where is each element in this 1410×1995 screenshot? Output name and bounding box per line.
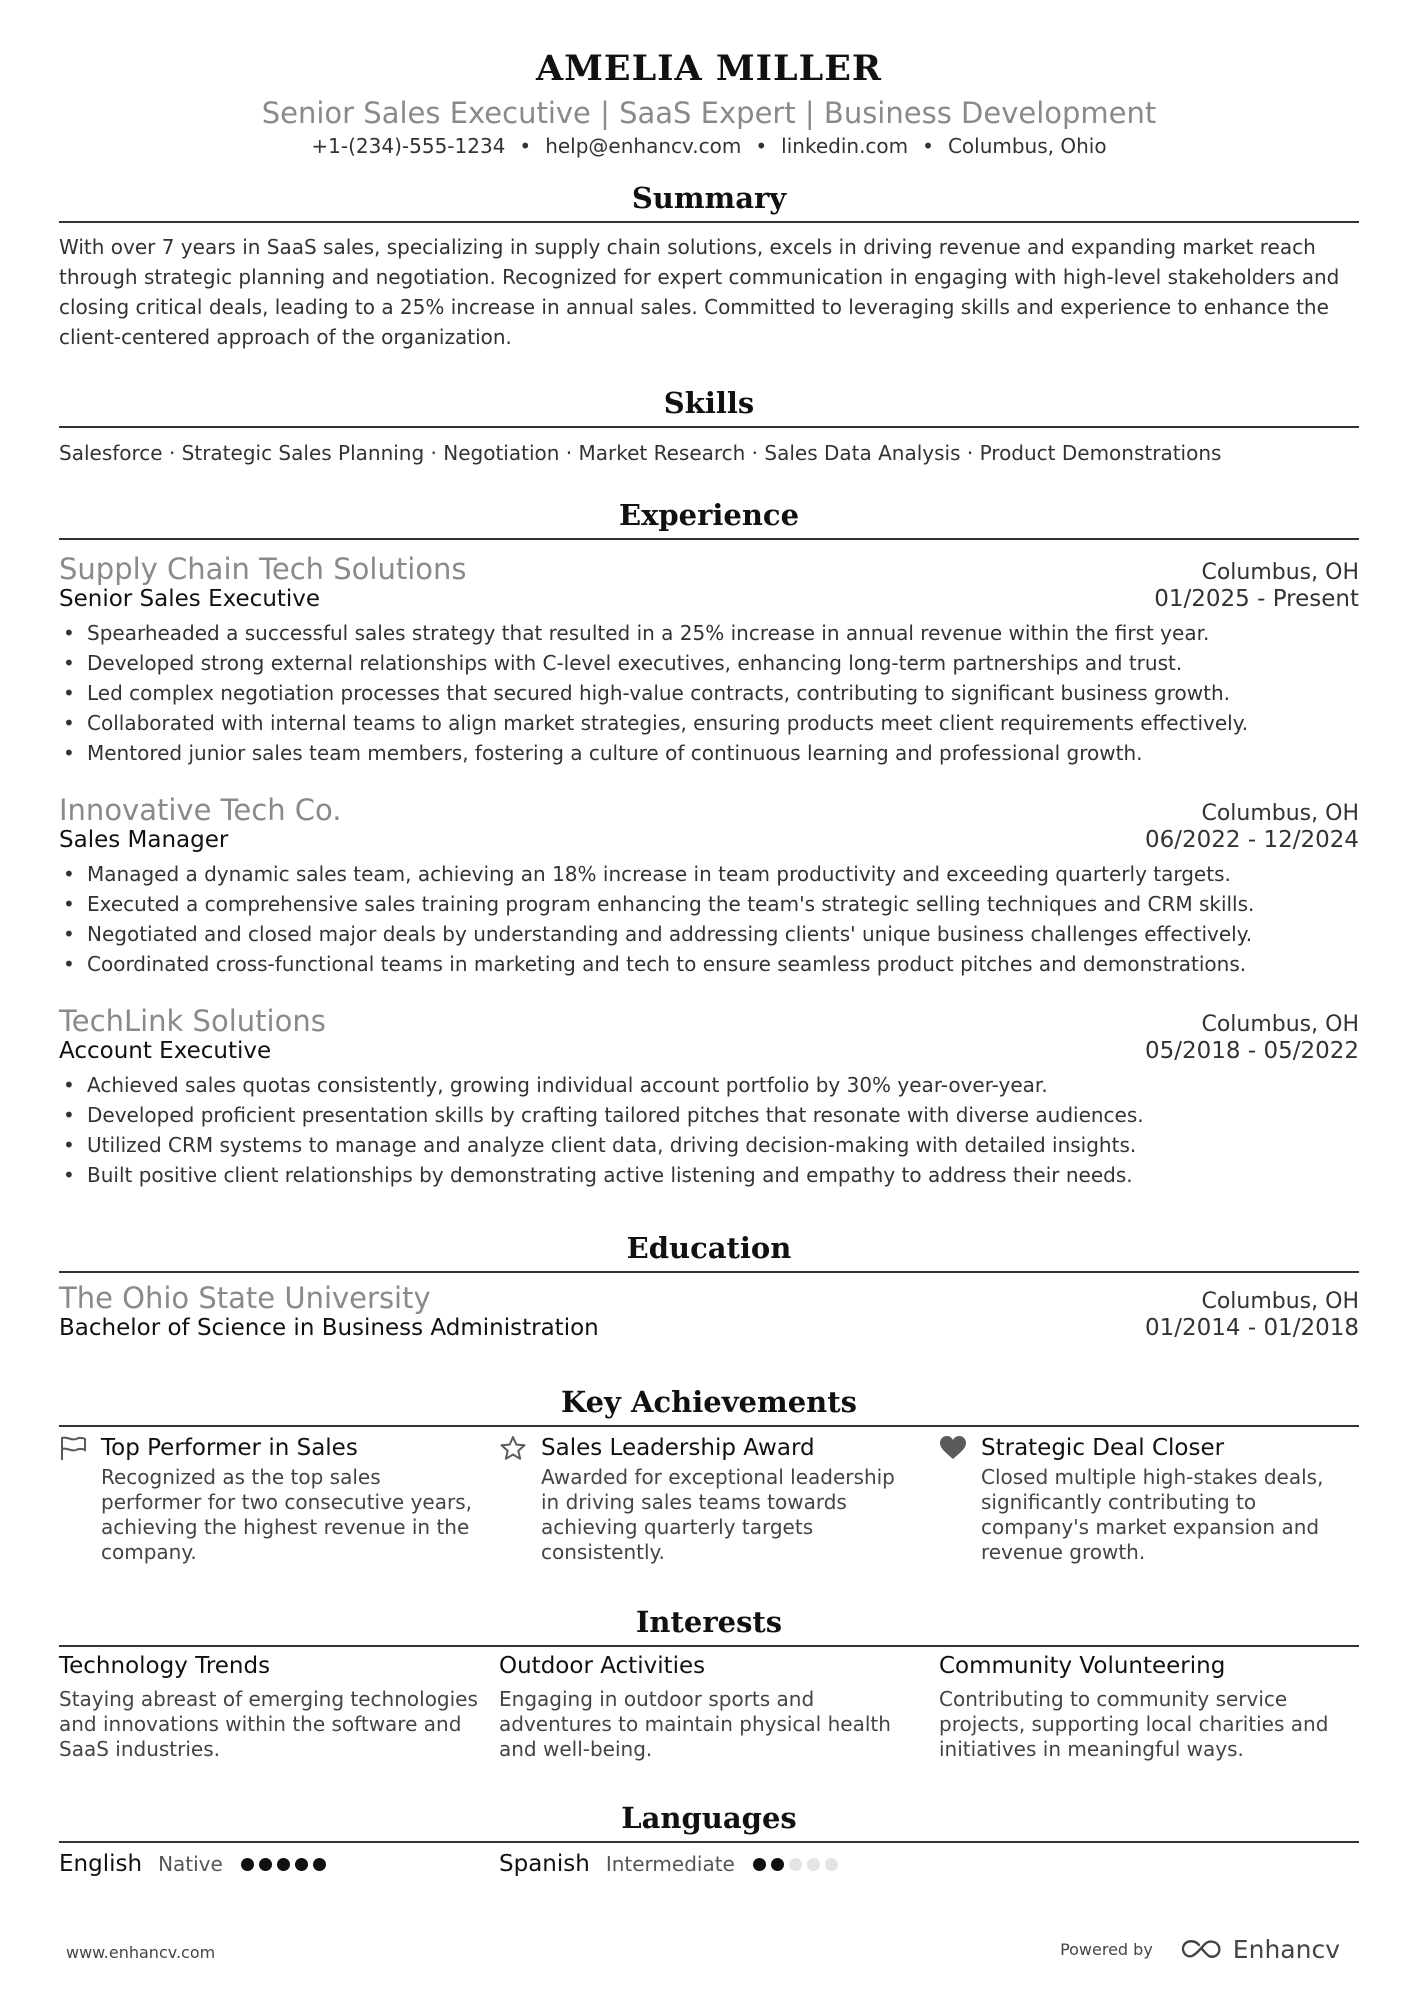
job-subheader bbox=[59, 586, 1359, 612]
achievement-item bbox=[59, 1435, 479, 1565]
languages-section bbox=[59, 1796, 1359, 1877]
job-bullet: • Developed proficient presentation skills by crafting tailored pitches that resonate with diverse audiences. bbox=[87, 1100, 1359, 1130]
candidate-title: Senior Sales Executive | SaaS Expert | Business Development bbox=[261, 96, 1157, 130]
job-bullet: • Managed a dynamic sales team, achieving an 18% increase in team productivity and exceeding quarterly targets. bbox=[87, 859, 1359, 889]
job-subheader bbox=[59, 1038, 1359, 1064]
job-bullets bbox=[59, 859, 1359, 979]
achievement-title: Sales Leadership Award bbox=[541, 1435, 815, 1461]
rating-dot-empty bbox=[807, 1858, 820, 1871]
rating-dot-empty bbox=[825, 1858, 838, 1871]
interest-desc: Engaging in outdoor sports and adventures to maintain physical health and well-being. bbox=[499, 1687, 891, 1761]
job-bullet: • Coordinated cross-functional teams in marketing and tech to ensure seamless product pitches and demonstrations. bbox=[87, 949, 1359, 979]
language-level: Native bbox=[158, 1852, 223, 1876]
star-icon bbox=[499, 1435, 527, 1461]
rating-dot-filled bbox=[295, 1858, 308, 1871]
achievement-desc: Recognized as the top sales performer for two consecutive years, achieving the highest revenue in the company. bbox=[101, 1465, 472, 1564]
language-name: Spanish bbox=[499, 1851, 590, 1877]
language-name: English bbox=[59, 1851, 143, 1877]
company-name: Supply Chain Tech Solutions bbox=[59, 552, 467, 586]
interest-item bbox=[939, 1653, 1359, 1762]
company-name: TechLink Solutions bbox=[59, 1004, 326, 1038]
languages-heading: Languages bbox=[59, 1796, 1359, 1843]
achievement-title-row bbox=[939, 1435, 1359, 1461]
job-bullet: • Led complex negotiation processes that secured high-value contracts, contributing to significant business growth. bbox=[87, 678, 1359, 708]
job-header bbox=[59, 552, 1359, 586]
job-bullets bbox=[59, 1070, 1359, 1190]
flag-icon bbox=[59, 1435, 87, 1461]
achievements-heading: Key Achievements bbox=[59, 1380, 1359, 1427]
linkedin-link[interactable]: linkedin.com bbox=[781, 134, 909, 158]
language-rating bbox=[753, 1858, 838, 1871]
interest-title: Community Volunteering bbox=[939, 1653, 1226, 1679]
skills-list: Salesforce · Strategic Sales Planning · Negotiation · Market Research · Sales Data Analysis · Product Demonstrations bbox=[59, 441, 1222, 465]
education-header bbox=[59, 1281, 1359, 1315]
achievement-title-row bbox=[499, 1435, 919, 1461]
interest-item bbox=[59, 1653, 479, 1762]
skills-heading: Skills bbox=[59, 381, 1359, 428]
job-entry bbox=[59, 793, 1359, 979]
education-section bbox=[59, 1226, 1359, 1341]
email-link[interactable]: help@enhancv.com bbox=[545, 134, 742, 158]
separator-dot: • bbox=[519, 134, 532, 158]
job-bullet: • Collaborated with internal teams to align market strategies, ensuring products meet client requirements effectively. bbox=[87, 708, 1359, 738]
interests-section bbox=[59, 1600, 1359, 1762]
rating-dot-filled bbox=[313, 1858, 326, 1871]
job-bullet: • Negotiated and closed major deals by understanding and addressing clients' unique business challenges effectively. bbox=[87, 919, 1359, 949]
job-bullet: • Mentored junior sales team members, fostering a culture of continuous learning and professional growth. bbox=[87, 738, 1359, 768]
job-bullet: • Utilized CRM systems to manage and analyze client data, driving decision-making with detailed insights. bbox=[87, 1130, 1359, 1160]
job-bullets bbox=[59, 618, 1359, 768]
job-bullet: • Executed a comprehensive sales training program enhancing the team's strategic selling techniques and CRM skills. bbox=[87, 889, 1359, 919]
job-header bbox=[59, 793, 1359, 827]
footer-branding bbox=[1060, 1935, 1340, 1964]
job-dates: 01/2025 - Present bbox=[1154, 586, 1359, 612]
contact-line bbox=[59, 134, 1359, 158]
candidate-name: AMELIA MILLER bbox=[536, 48, 882, 89]
separator-dot: • bbox=[755, 134, 768, 158]
summary-section bbox=[59, 176, 1359, 352]
empty-column bbox=[939, 1851, 1359, 1877]
job-bullet: • Spearheaded a successful sales strategy that resulted in a 25% increase in annual revenue within the first year. bbox=[87, 618, 1359, 648]
job-location: Columbus, OH bbox=[1201, 801, 1359, 826]
education-heading: Education bbox=[59, 1226, 1359, 1273]
job-subheader bbox=[59, 827, 1359, 853]
job-entry bbox=[59, 1004, 1359, 1190]
interest-title: Technology Trends bbox=[59, 1653, 271, 1679]
powered-by-label: Powered by bbox=[1060, 1940, 1153, 1959]
location: Columbus, Ohio bbox=[947, 134, 1107, 158]
languages-list bbox=[59, 1851, 1359, 1877]
job-bullet: • Built positive client relationships by demonstrating active listening and empathy to address their needs. bbox=[87, 1160, 1359, 1190]
enhancv-logo-icon bbox=[1179, 1938, 1225, 1962]
education-dates: 01/2014 - 01/2018 bbox=[1144, 1315, 1359, 1341]
achievements-list bbox=[59, 1435, 1359, 1565]
skills-section bbox=[59, 381, 1359, 468]
achievements-section bbox=[59, 1380, 1359, 1565]
achievement-item bbox=[939, 1435, 1359, 1565]
achievement-item bbox=[499, 1435, 919, 1565]
language-level: Intermediate bbox=[605, 1852, 735, 1876]
brand-name: Enhancv bbox=[1232, 1935, 1340, 1964]
heart-icon bbox=[939, 1435, 967, 1461]
interest-title: Outdoor Activities bbox=[499, 1653, 706, 1679]
degree: Bachelor of Science in Business Administration bbox=[59, 1315, 599, 1341]
job-entry bbox=[59, 552, 1359, 768]
interest-item bbox=[499, 1653, 919, 1762]
language-rating bbox=[241, 1858, 326, 1871]
rating-dot-filled bbox=[259, 1858, 272, 1871]
company-name: Innovative Tech Co. bbox=[59, 793, 342, 827]
job-role: Account Executive bbox=[59, 1038, 272, 1064]
experience-heading: Experience bbox=[59, 493, 1359, 540]
rating-dot-filled bbox=[277, 1858, 290, 1871]
job-header bbox=[59, 1004, 1359, 1038]
achievement-desc: Awarded for exceptional leadership in driving sales teams towards achieving quarterly targets consistently. bbox=[541, 1465, 895, 1564]
school-location: Columbus, OH bbox=[1201, 1289, 1359, 1314]
language-item bbox=[59, 1851, 479, 1877]
phone: +1-(234)-555-1234 bbox=[311, 134, 506, 158]
job-bullet: • Developed strong external relationships with C-level executives, enhancing long-term partnerships and trust. bbox=[87, 648, 1359, 678]
footer-website[interactable]: www.enhancv.com bbox=[66, 1943, 216, 1962]
summary-heading: Summary bbox=[59, 176, 1359, 223]
rating-dot-empty bbox=[789, 1858, 802, 1871]
summary-text: With over 7 years in SaaS sales, specializing in supply chain solutions, excels in driving revenue and expanding market reach through strategic planning and negotiation. Recognized for expert communication in engaging with high-level stakeholders and closing critical deals, leading to a 25% increase in annual sales. Committed to leveraging skills and experience to enhance the client-centered approach of the organization. bbox=[59, 235, 1340, 349]
achievement-desc: Closed multiple high-stakes deals, significantly contributing to company's market expansion and revenue growth. bbox=[981, 1465, 1324, 1564]
job-role: Senior Sales Executive bbox=[59, 586, 321, 612]
experience-section bbox=[59, 493, 1359, 540]
language-item bbox=[499, 1851, 919, 1877]
separator-dot: • bbox=[922, 134, 934, 158]
job-dates: 05/2018 - 05/2022 bbox=[1144, 1038, 1359, 1064]
interest-desc: Staying abreast of emerging technologies and innovations within the software and SaaS industries. bbox=[59, 1687, 478, 1761]
rating-dot-filled bbox=[753, 1858, 766, 1871]
job-role: Sales Manager bbox=[59, 827, 229, 853]
education-subheader bbox=[59, 1315, 1359, 1341]
interests-list bbox=[59, 1653, 1359, 1762]
job-dates: 06/2022 - 12/2024 bbox=[1144, 827, 1359, 853]
achievement-title: Strategic Deal Closer bbox=[981, 1435, 1225, 1461]
school-name: The Ohio State University bbox=[59, 1281, 431, 1315]
interest-desc: Contributing to community service projects, supporting local charities and initiatives in meaningful ways. bbox=[939, 1687, 1329, 1761]
achievement-title-row bbox=[59, 1435, 479, 1461]
job-location: Columbus, OH bbox=[1201, 560, 1359, 585]
job-bullet: • Achieved sales quotas consistently, growing individual account portfolio by 30% year-over-year. bbox=[87, 1070, 1359, 1100]
interests-heading: Interests bbox=[59, 1600, 1359, 1647]
rating-dot-filled bbox=[771, 1858, 784, 1871]
job-location: Columbus, OH bbox=[1201, 1012, 1359, 1037]
rating-dot-filled bbox=[241, 1858, 254, 1871]
achievement-title: Top Performer in Sales bbox=[101, 1435, 358, 1461]
